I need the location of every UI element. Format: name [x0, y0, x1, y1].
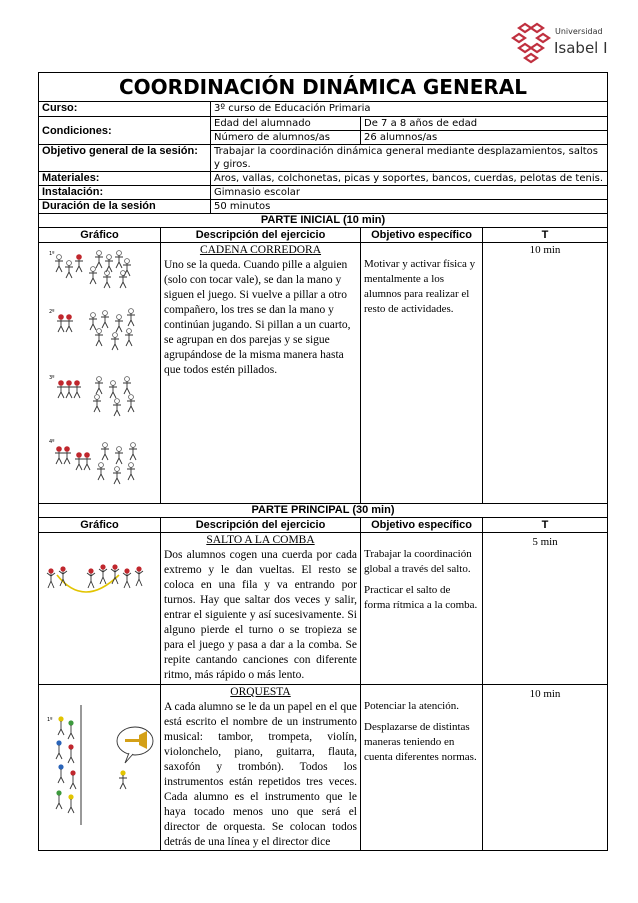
edad-value: De 7 a 8 años de edad — [361, 117, 608, 131]
header-t-2: T — [483, 518, 608, 533]
orquesta-objective-2: Desplazarse de distintas maneras teniendo en cuenta diferentes normas. — [364, 721, 477, 763]
cadena-name: CADENA CORREDORA — [199, 244, 322, 256]
orquesta-illustration — [39, 685, 159, 835]
header-grafico: Gráfico — [39, 228, 161, 243]
objetivo-value: Trabajar la coordinación dinámica general mediante desplazamientos, saltos y giros. — [211, 145, 608, 172]
duracion-value: 50 minutos — [211, 200, 608, 214]
objetivo-label: Objetivo general de la sesión: — [39, 145, 211, 172]
condiciones-label: Condiciones: — [39, 117, 211, 145]
comba-objective-2: Practicar el salto de forma rítmica a la comba. — [364, 584, 478, 611]
instalacion-value: Gimnasio escolar — [211, 186, 608, 200]
session-table — [38, 72, 608, 851]
comba-objective-1: Trabajar la coordinación global a través del salto. — [364, 548, 472, 575]
header-descripcion-2: Descripción del ejercicio — [161, 518, 361, 533]
materiales-value: Aros, vallas, colchonetas, picas y soportes, bancos, cuerdas, pelotas de tenis. — [211, 172, 608, 186]
orquesta-description-cell — [161, 685, 361, 851]
orquesta-time: 10 min — [483, 685, 608, 851]
orquesta-objectives — [361, 685, 483, 851]
logo-line-1: Universidad — [555, 27, 603, 36]
duracion-label: Duración de la sesión — [39, 200, 211, 214]
comba-description-cell — [161, 533, 361, 685]
header-descripcion: Descripción del ejercicio — [161, 228, 361, 243]
orquesta-figure — [39, 685, 161, 851]
cadena-time: 10 min — [483, 243, 608, 504]
orquesta-step-label: 1º — [47, 717, 53, 723]
numero-label: Número de alumnos/as — [211, 131, 361, 145]
cadena-description: Uno se la queda. Cuando pille a alguien (solo con tocar vale), se dan la mano y siguen el juego. Si vuelve a pillar a otro compañero, los tres se dan la mano y continúan jugando. Si pillan a un cuarto, se agrupan en dos parejas y se sigue agrupándose de la misma manera hasta que todos estén pillados. — [164, 259, 351, 376]
header-objetivo-2: Objetivo específico — [361, 518, 483, 533]
step-3-label: 3º — [49, 375, 55, 381]
instalacion-label: Instalación: — [39, 186, 211, 200]
materiales-label: Materiales: — [39, 172, 211, 186]
header-grafico-2: Gráfico — [39, 518, 161, 533]
parte-inicial-title: PARTE INICIAL (10 min) — [39, 214, 608, 228]
cadena-description-cell — [161, 243, 361, 504]
comba-name: SALTO A LA COMBA — [206, 534, 315, 546]
logo-line-2: Isabel I — [554, 39, 608, 57]
orquesta-name: ORQUESTA — [230, 686, 291, 698]
comba-time: 5 min — [483, 533, 608, 685]
university-logo — [511, 20, 631, 66]
cadena-objective: Motivar y activar física y mentalmente a los alumnos para realizar el resto de actividades. — [361, 243, 483, 504]
step-4-label: 4º — [49, 439, 55, 445]
curso-value: 3º curso de Educación Primaria — [211, 102, 608, 117]
orquesta-description: A cada alumno se le da un papel en el que está escrito el nombre de un instrumento musical: tambor, trompeta, violín, violonchelo, piano, guitarra, flauta, saxofón y trombón). Todos los instrumentos están repetidos tres veces. Cada alumno es el instrumento que le haya tocado menos uno que será el director de orquesta. Se colocan todos detrás de una línea y el director dice — [164, 701, 357, 848]
header-t: T — [483, 228, 608, 243]
curso-label: Curso: — [39, 102, 211, 117]
comba-figure — [39, 533, 161, 685]
cadena-figure — [39, 243, 161, 504]
cadena-illustration — [39, 243, 159, 498]
header-objetivo: Objetivo específico — [361, 228, 483, 243]
step-1-label: 1º — [49, 251, 55, 257]
parte-principal-title: PARTE PRINCIPAL (30 min) — [39, 504, 608, 518]
edad-label: Edad del alumnado — [211, 117, 361, 131]
logo-mark-icon — [511, 20, 551, 66]
numero-value: 26 alumnos/as — [361, 131, 608, 145]
orquesta-objective-1: Potenciar la atención. — [364, 700, 459, 712]
step-2-label: 2º — [49, 309, 55, 315]
comba-illustration — [39, 533, 159, 679]
comba-description: Dos alumnos cogen una cuerda por cada extremo y le dan vueltas. El resto se coloca en una fila y va entrando por turnos. Hay que saltar dos veces y salir, entrar el siguiente y así sucesivamente. Si alguno pierde el turno o se tropieza se para el juego y pasa a dar a la comba. Se repite cantando canciones con diferente ritmo, más rápido o más lento. — [164, 549, 357, 681]
page-title: COORDINACIÓN DINÁMICA GENERAL — [39, 73, 608, 102]
comba-objectives — [361, 533, 483, 685]
